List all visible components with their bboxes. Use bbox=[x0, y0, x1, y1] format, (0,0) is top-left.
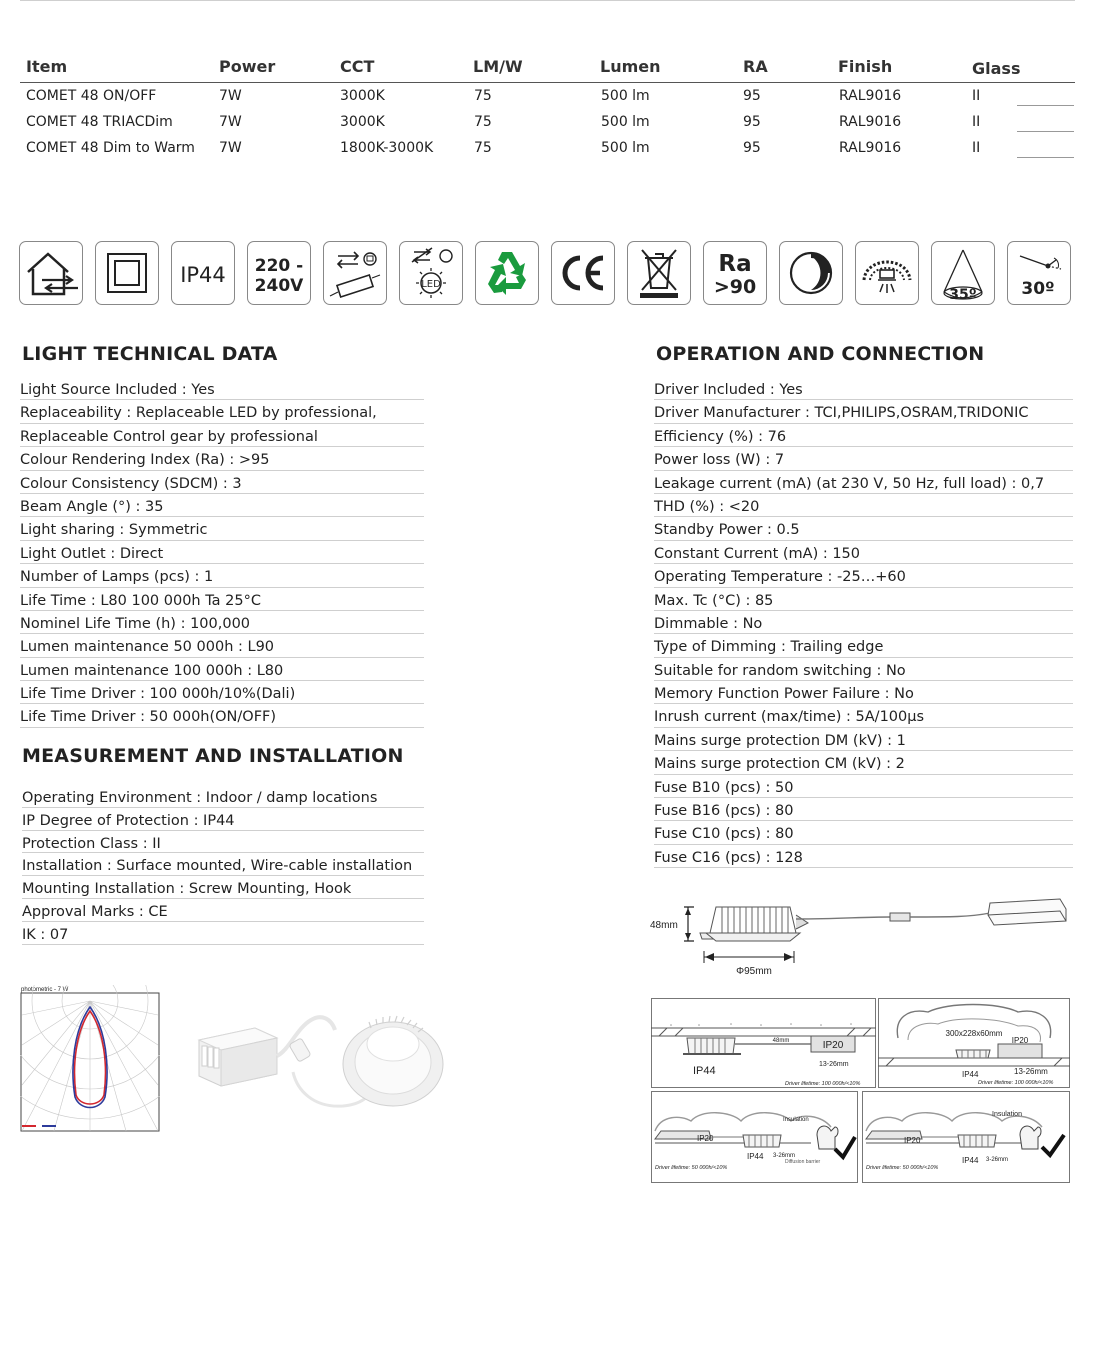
cell-power: 7W bbox=[219, 88, 242, 104]
operation-item-text: Fuse B16 (pcs) : 80 bbox=[654, 803, 794, 820]
cell-ra: 95 bbox=[743, 140, 761, 156]
ra-text-1: Ra bbox=[718, 251, 752, 277]
cell-finish: RAL9016 bbox=[839, 88, 902, 104]
glass-underline bbox=[1017, 131, 1074, 132]
install-diagram-1 bbox=[651, 998, 876, 1088]
light-technical-item bbox=[20, 634, 424, 657]
operation-item bbox=[654, 564, 1073, 587]
operation-title: OPERATION AND CONNECTION bbox=[656, 343, 985, 365]
measurement-item-text: Protection Class : II bbox=[22, 835, 161, 852]
operation-item bbox=[654, 775, 1073, 798]
d4-ip44: IP44 bbox=[962, 1156, 979, 1165]
operation-item-text: Driver Manufacturer : TCI,PHILIPS,OSRAM,TRIDONIC bbox=[654, 405, 1029, 422]
cell-cct: 1800K-3000K bbox=[340, 140, 434, 156]
measurement-item bbox=[22, 922, 424, 945]
beam-angle-text: 35º bbox=[949, 287, 977, 303]
operation-item bbox=[654, 447, 1073, 470]
header-item: Item bbox=[26, 57, 68, 76]
operation-item bbox=[654, 588, 1073, 611]
d2-ip20: IP20 bbox=[1011, 1036, 1029, 1045]
ce-icon bbox=[551, 241, 615, 305]
operation-item bbox=[654, 471, 1073, 494]
d1-life: Driver lifetime: 100 000h/<10% bbox=[785, 1081, 861, 1087]
cell-cct: 3000K bbox=[340, 114, 385, 130]
product-image bbox=[193, 1000, 453, 1112]
light-technical-item-text: Lumen maintenance 100 000h : L80 bbox=[20, 662, 284, 679]
light-technical-item bbox=[20, 588, 424, 611]
operation-item bbox=[654, 728, 1073, 751]
d1-ip44: IP44 bbox=[693, 1065, 716, 1077]
operation-item bbox=[654, 494, 1073, 517]
cell-power: 7W bbox=[219, 114, 242, 130]
measurement-list bbox=[22, 785, 424, 945]
measurement-item bbox=[22, 853, 424, 876]
d3-ip44: IP44 bbox=[747, 1152, 764, 1161]
glass-underline bbox=[1017, 157, 1074, 158]
dimension-drawing bbox=[650, 895, 1070, 980]
voltage-icon bbox=[247, 241, 311, 305]
cell-ra: 95 bbox=[743, 114, 761, 130]
operation-item-text: Dimmable : No bbox=[654, 615, 763, 632]
operation-item bbox=[654, 751, 1073, 774]
operation-item-text: Power loss (W) : 7 bbox=[654, 452, 785, 469]
d3-barrier: Diffusion barrier bbox=[785, 1159, 821, 1165]
d4-life: Driver lifetime: 50 000h/<10% bbox=[866, 1165, 939, 1171]
photometric-diagram bbox=[20, 985, 160, 1133]
dimmable-icon bbox=[779, 241, 843, 305]
operation-item-text: THD (%) : <20 bbox=[654, 498, 760, 515]
light-technical-item-text: Beam Angle (°) : 35 bbox=[20, 498, 164, 515]
measurement-item-text: Installation : Surface mounted, Wire-cable installation bbox=[22, 858, 413, 875]
cell-cct: 3000K bbox=[340, 88, 385, 104]
operation-item bbox=[654, 377, 1073, 400]
ra-icon bbox=[703, 241, 767, 305]
cell-glass: II bbox=[972, 88, 981, 104]
light-technical-title: LIGHT TECHNICAL DATA bbox=[22, 343, 278, 365]
ip44-icon bbox=[171, 241, 235, 305]
operation-item-text: Fuse B10 (pcs) : 50 bbox=[654, 779, 794, 796]
d2-gap: 13-26mm bbox=[1014, 1067, 1048, 1076]
d1-ip20: IP20 bbox=[822, 1040, 844, 1051]
operation-item bbox=[654, 821, 1073, 844]
operation-item-text: Fuse C10 (pcs) : 80 bbox=[654, 826, 794, 843]
operation-item-text: Constant Current (mA) : 150 bbox=[654, 545, 861, 562]
light-technical-item-text: Light Outlet : Direct bbox=[20, 545, 164, 562]
measurement-item-text: IP Degree of Protection : IP44 bbox=[22, 812, 235, 829]
header-cct: CCT bbox=[340, 57, 375, 76]
tilt-icon bbox=[1007, 241, 1071, 305]
dimension-diameter: Φ95mm bbox=[736, 966, 772, 977]
install-diagram-2 bbox=[878, 998, 1070, 1088]
cell-finish: RAL9016 bbox=[839, 114, 902, 130]
cell-power: 7W bbox=[219, 140, 242, 156]
light-technical-item bbox=[20, 564, 424, 587]
indoor-switching-icon bbox=[19, 241, 83, 305]
measurement-item bbox=[22, 831, 424, 854]
light-technical-item-text: Light sharing : Symmetric bbox=[20, 522, 208, 539]
light-technical-item-text: Colour Rendering Index (Ra) : >95 bbox=[20, 452, 270, 469]
light-technical-item-text: Life Time Driver : 50 000h(ON/OFF) bbox=[20, 709, 277, 726]
light-technical-item bbox=[20, 471, 424, 494]
light-technical-item bbox=[20, 494, 424, 517]
glass-underline bbox=[1017, 105, 1074, 106]
operation-item bbox=[654, 845, 1073, 868]
operation-item bbox=[654, 424, 1073, 447]
dimension-height: 48mm bbox=[650, 920, 678, 931]
light-technical-item bbox=[20, 681, 424, 704]
d3-life: Driver lifetime: 50 000h/<10% bbox=[655, 1165, 728, 1171]
light-technical-item-text: Replaceable Control gear by professional bbox=[20, 428, 318, 445]
header-finish: Finish bbox=[838, 57, 893, 76]
voltage-text-2: 240V bbox=[254, 276, 304, 296]
beam-angle-icon bbox=[931, 241, 995, 305]
cell-lmw: 75 bbox=[474, 88, 492, 104]
light-technical-item bbox=[20, 400, 424, 423]
header-glass: Glass bbox=[972, 59, 1021, 78]
operation-item-text: Type of Dimming : Trailing edge bbox=[654, 639, 884, 656]
driver-icon bbox=[323, 241, 387, 305]
table-row bbox=[20, 135, 1075, 161]
d2-ip44: IP44 bbox=[962, 1070, 979, 1079]
operation-item bbox=[654, 611, 1073, 634]
cell-lumen: 500 lm bbox=[601, 88, 650, 104]
operation-item bbox=[654, 798, 1073, 821]
d3-gap: 3-26mm bbox=[773, 1153, 796, 1159]
light-technical-item-text: Colour Consistency (SDCM) : 3 bbox=[20, 475, 242, 492]
measurement-item-text: Mounting Installation : Screw Mounting, Hook bbox=[22, 881, 352, 898]
light-technical-item bbox=[20, 517, 424, 540]
voltage-text-1: 220 - bbox=[254, 256, 304, 276]
light-technical-item-text: Nominel Life Time (h) : 100,000 bbox=[20, 615, 251, 632]
tilt-text: 30º bbox=[1021, 279, 1055, 299]
operation-item-text: Fuse C16 (pcs) : 128 bbox=[654, 849, 803, 866]
led-text: LED bbox=[421, 279, 441, 290]
measurement-item bbox=[22, 785, 424, 808]
top-divider bbox=[20, 0, 1075, 1]
light-technical-item bbox=[20, 658, 424, 681]
light-technical-item-text: Life Time : L80 100 000h Ta 25°C bbox=[20, 592, 262, 609]
measurement-title: MEASUREMENT AND INSTALLATION bbox=[22, 745, 404, 767]
operation-item-text: Driver Included : Yes bbox=[654, 382, 803, 398]
operation-item bbox=[654, 400, 1073, 423]
operation-item-text: Standby Power : 0.5 bbox=[654, 522, 800, 539]
measurement-item bbox=[22, 808, 424, 831]
operation-item bbox=[654, 681, 1073, 704]
class-ii-icon bbox=[95, 241, 159, 305]
table-header bbox=[20, 56, 1075, 83]
cell-lmw: 75 bbox=[474, 114, 492, 130]
header-lmw: LM/W bbox=[473, 57, 523, 76]
measurement-item bbox=[22, 899, 424, 922]
measurement-item bbox=[22, 876, 424, 899]
measurement-item-text: Operating Environment : Indoor / damp locations bbox=[22, 790, 378, 806]
table-row bbox=[20, 83, 1075, 109]
operation-item-text: Operating Temperature : -25…+60 bbox=[654, 569, 906, 586]
table-row bbox=[20, 109, 1075, 135]
operation-item-text: Efficiency (%) : 76 bbox=[654, 428, 787, 445]
d1-gap: 13-26mm bbox=[819, 1061, 849, 1068]
operation-item bbox=[654, 517, 1073, 540]
d4-insulation: Insulation bbox=[992, 1111, 1022, 1118]
heat-icon bbox=[855, 241, 919, 305]
light-technical-list bbox=[20, 377, 424, 728]
install-diagram-4 bbox=[862, 1091, 1070, 1183]
cell-lumen: 500 lm bbox=[601, 114, 650, 130]
install-diagram-3 bbox=[651, 1091, 858, 1183]
ra-text-2: >90 bbox=[713, 276, 757, 298]
d4-ip20: IP20 bbox=[904, 1136, 921, 1145]
product-table bbox=[20, 56, 1075, 161]
light-technical-item-text: Replaceability : Replaceable LED by professional, bbox=[20, 405, 377, 422]
light-technical-item bbox=[20, 611, 424, 634]
operation-item bbox=[654, 704, 1073, 727]
light-technical-item bbox=[20, 704, 424, 727]
d3-ip20: IP20 bbox=[697, 1134, 714, 1143]
operation-item-text: Memory Function Power Failure : No bbox=[654, 686, 914, 703]
d2-life: Driver lifetime: 100 000h/<10% bbox=[978, 1080, 1054, 1086]
light-technical-item-text: Life Time Driver : 100 000h/10%(Dali) bbox=[20, 686, 296, 703]
d3-insulation: Insulation bbox=[783, 1117, 809, 1123]
cell-glass: II bbox=[972, 140, 981, 156]
weee-bin-icon bbox=[627, 241, 691, 305]
ip44-text: IP44 bbox=[180, 263, 226, 287]
measurement-item-text: Approval Marks : CE bbox=[22, 903, 168, 920]
cell-finish: RAL9016 bbox=[839, 140, 902, 156]
cell-item: COMET 48 ON/OFF bbox=[26, 88, 157, 104]
header-lumen: Lumen bbox=[600, 57, 661, 76]
operation-list bbox=[654, 377, 1073, 868]
d2-size: 300x228x60mm bbox=[945, 1029, 1003, 1038]
operation-item-text: Inrush current (max/time) : 5A/100μs bbox=[654, 709, 925, 726]
operation-item-text: Mains surge protection DM (kV) : 1 bbox=[654, 732, 906, 749]
cell-item: COMET 48 TRIACDim bbox=[26, 114, 173, 130]
cell-lumen: 500 lm bbox=[601, 140, 650, 156]
header-power: Power bbox=[219, 57, 276, 76]
cell-glass: II bbox=[972, 114, 981, 130]
header-ra: RA bbox=[743, 57, 768, 76]
measurement-item-text: IK : 07 bbox=[22, 926, 69, 943]
icon-row bbox=[19, 241, 1079, 307]
light-technical-item bbox=[20, 541, 424, 564]
light-technical-item bbox=[20, 424, 424, 447]
light-technical-item-text: Light Source Included : Yes bbox=[20, 382, 215, 398]
cell-lmw: 75 bbox=[474, 140, 492, 156]
light-technical-item bbox=[20, 447, 424, 470]
operation-item bbox=[654, 634, 1073, 657]
operation-item bbox=[654, 541, 1073, 564]
operation-item-text: Suitable for random switching : No bbox=[654, 662, 906, 679]
d1-depth: 48mm bbox=[772, 1038, 790, 1044]
cell-item: COMET 48 Dim to Warm bbox=[26, 140, 195, 156]
light-technical-item-text: Number of Lamps (pcs) : 1 bbox=[20, 569, 214, 586]
cell-ra: 95 bbox=[743, 88, 761, 104]
operation-item-text: Leakage current (mA) (at 230 V, 50 Hz, full load) : 0,7 bbox=[654, 475, 1045, 492]
recycle-icon bbox=[475, 241, 539, 305]
light-technical-item-text: Lumen maintenance 50 000h : L90 bbox=[20, 639, 275, 656]
led-icon bbox=[399, 241, 463, 305]
operation-item-text: Mains surge protection CM (kV) : 2 bbox=[654, 756, 905, 773]
d4-gap: 3-26mm bbox=[986, 1157, 1009, 1163]
operation-item bbox=[654, 658, 1073, 681]
light-technical-item bbox=[20, 377, 424, 400]
photometric-title: photometric - 7 W bbox=[21, 987, 69, 993]
operation-item-text: Max. Tc (°C) : 85 bbox=[654, 592, 774, 609]
